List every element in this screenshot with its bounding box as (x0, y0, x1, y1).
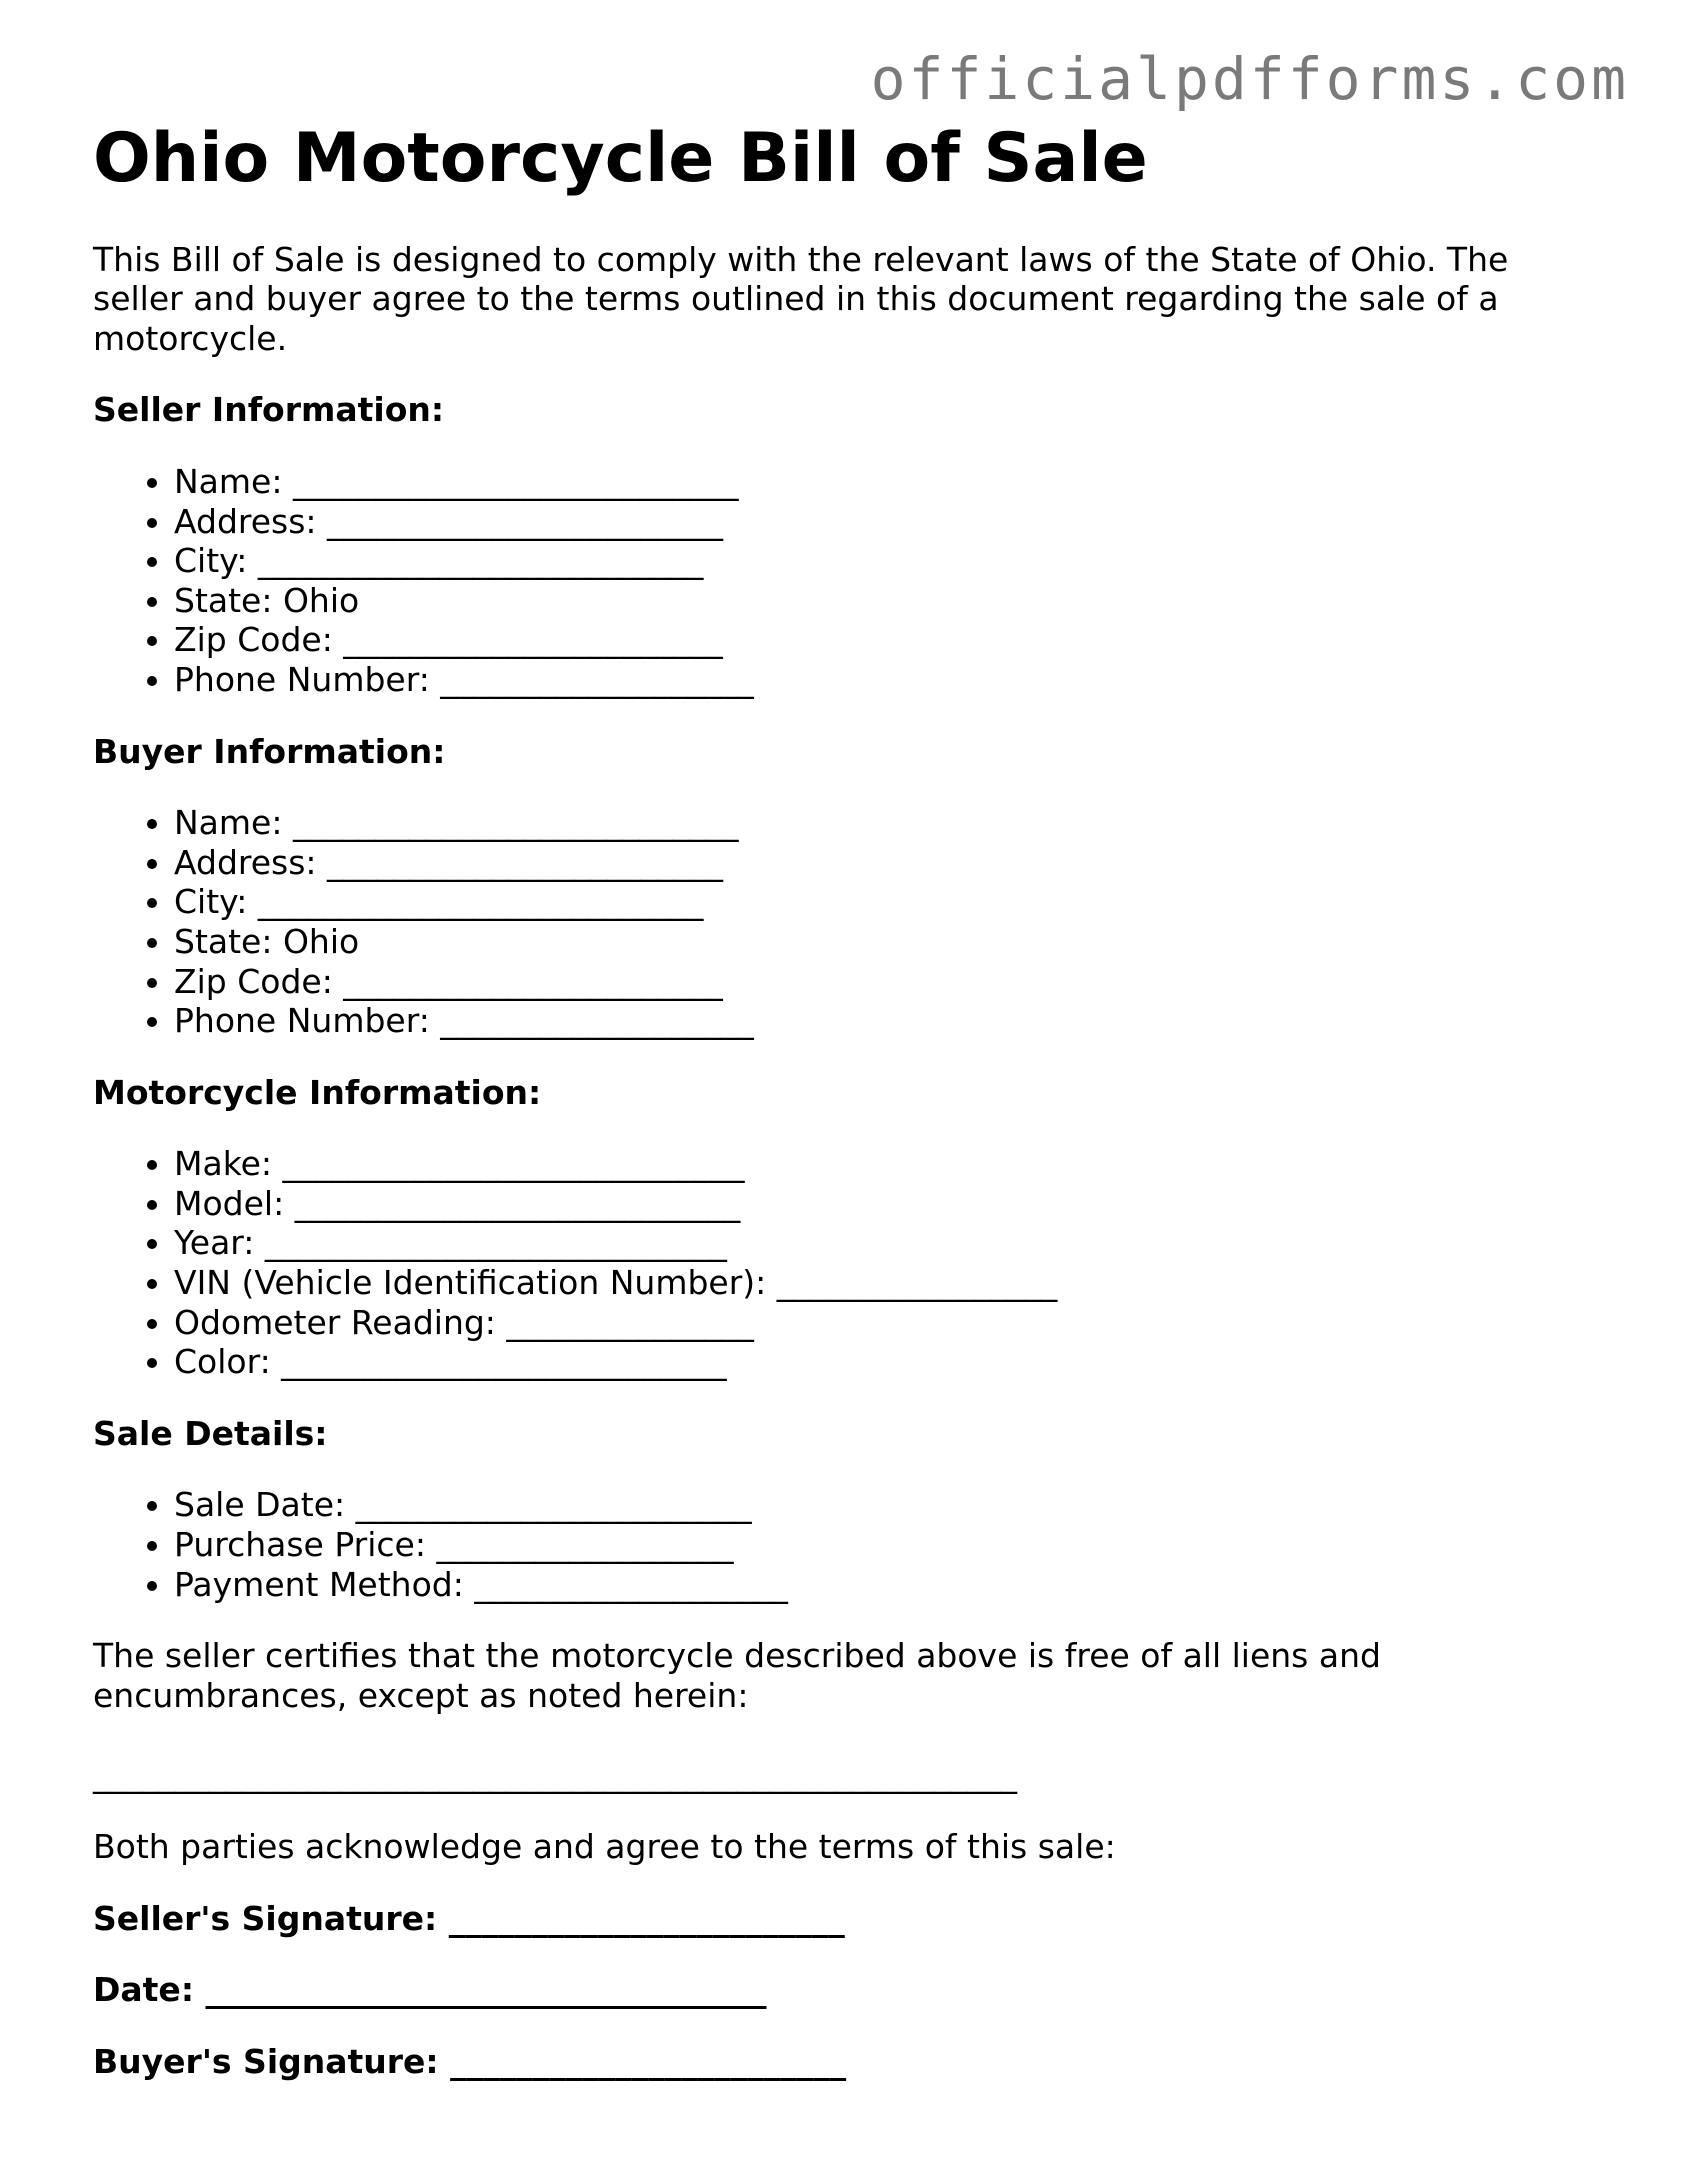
motorcycle-make-field[interactable]: • Make: ____________________________ (174, 1144, 1593, 1184)
motorcycle-vin-field[interactable]: • VIN (Vehicle Identification Number): _________________ (174, 1263, 1593, 1303)
seller-phone-field[interactable]: • Phone Number: ___________________ (174, 660, 1593, 700)
buyer-signature-field[interactable]: Buyer's Signature: ________________________ (93, 2041, 847, 2081)
seller-fields (93, 462, 1593, 700)
motorcycle-year-field[interactable]: • Year: ____________________________ (174, 1223, 1593, 1263)
motorcycle-heading: Motorcycle Information: (93, 1072, 542, 1112)
motorcycle-odometer-field[interactable]: • Odometer Reading: _______________ (174, 1303, 1593, 1343)
seller-signature-field[interactable]: Seller's Signature: ________________________ (93, 1898, 845, 1938)
buyer-fields (93, 803, 1593, 1041)
buyer-phone-field[interactable]: • Phone Number: ___________________ (174, 1001, 1593, 1041)
buyer-state-field: • State: Ohio (174, 922, 1593, 962)
sale-heading: Sale Details: (93, 1413, 328, 1453)
acknowledgement-paragraph: Both parties acknowledge and agree to the terms of this sale: (93, 1827, 1116, 1866)
seller-state-field: • State: Ohio (174, 581, 1593, 621)
seller-name-field[interactable]: • Name: ___________________________ (174, 462, 1593, 502)
seller-zip-field[interactable]: • Zip Code: _______________________ (174, 620, 1593, 660)
seller-city-field[interactable]: • City: ___________________________ (174, 541, 1593, 581)
seller-address-field[interactable]: • Address: ________________________ (174, 502, 1593, 542)
purchase-price-field[interactable]: • Purchase Price: __________________ (174, 1525, 1593, 1565)
seller-heading: Seller Information: (93, 390, 445, 430)
motorcycle-fields (93, 1144, 1593, 1382)
watermark: officialpdfforms.com (870, 45, 1629, 113)
signature-date-field[interactable]: Date: __________________________________ (93, 1970, 767, 2010)
buyer-zip-field[interactable]: • Zip Code: _______________________ (174, 962, 1593, 1002)
motorcycle-color-field[interactable]: • Color: ___________________________ (174, 1342, 1593, 1382)
sale-fields (93, 1485, 1593, 1604)
buyer-heading: Buyer Information: (93, 731, 446, 771)
buyer-city-field[interactable]: • City: ___________________________ (174, 882, 1593, 922)
motorcycle-model-field[interactable]: • Model: ___________________________ (174, 1184, 1593, 1224)
buyer-address-field[interactable]: • Address: ________________________ (174, 843, 1593, 883)
document-page (93, 118, 1593, 2081)
buyer-name-field[interactable]: • Name: ___________________________ (174, 803, 1593, 843)
certification-paragraph: The seller certifies that the motorcycle described above is free of all liens and encumbrances, except as noted herein: (93, 1636, 1381, 1715)
page-title: Ohio Motorcycle Bill of Sale (93, 119, 1148, 198)
intro-paragraph: This Bill of Sale is designed to comply with the relevant laws of the State of Ohio. The seller and buyer agree to the terms outlined in this document regarding the sale of a motorcycle. (93, 239, 1509, 358)
sale-date-field[interactable]: • Sale Date: ________________________ (174, 1485, 1593, 1525)
liens-blank-line[interactable]: ________________________________________________________ (93, 1755, 1017, 1795)
payment-method-field[interactable]: • Payment Method: ___________________ (174, 1565, 1593, 1605)
